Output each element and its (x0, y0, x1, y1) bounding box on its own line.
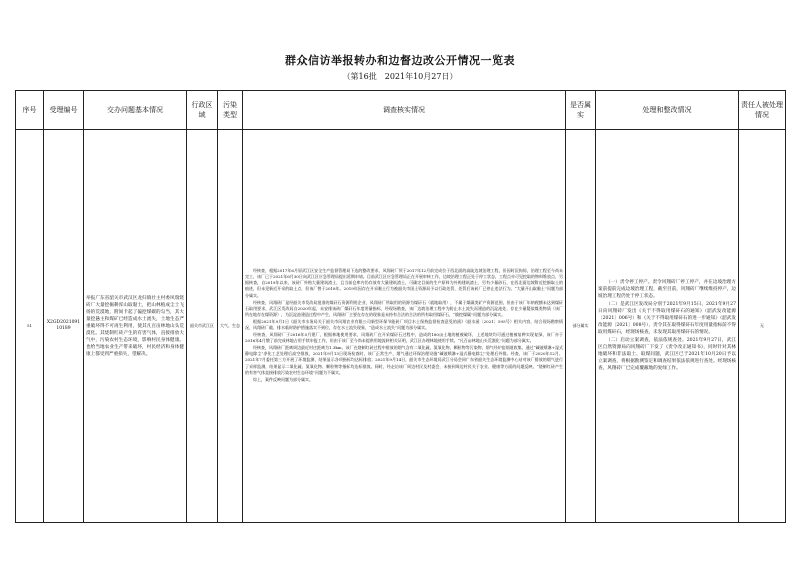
document-title: 群众信访举报转办和边督边改公开情况一览表 (285, 54, 515, 67)
handling-paragraph: （二）是武江区发改局分别于2021年9月15日、2021年9月27日向风翔砖厂发出《关于不得取用煤矸石的通知》（韶武发改能源〔2021〕006号）和《关于不得取用煤矸石的进一步通知》（韶武发改能源〔2021〕008号），责令其在取得煤矸石年度用量指标前不得取用煤矸石，经现场核查，未发现其取用煤矸石的情况。 (598, 302, 736, 335)
cell-handling (596, 130, 739, 523)
investigation-paragraph: 经核查，风翔砖厂是经韶关市发改局批准的煤矸石资源利用企业，风翔砖厂所取用的资源为煤矸石（就地取用），不属于煤碳类矿产资源范围，但由于该厂年纳税额未达到煤矸石取用要求，武江区发改局自2020年起，未安排该砖厂煤矸石年度用量指标，经现场勘查，该厂边坡治理工程中为防止水土流失而建造的沉淀池处，存在少量疑似煤类物质（该厂所在地存在煤资源），为沉淀池建造过程中产生，风翔砖厂主要在存在的现象是未持有合法的合法的所有取用煤矸石，“偷挖煤碳”问题为部分属实。 (245, 299, 563, 317)
cell-investigation (243, 130, 566, 523)
header-number: 受理编号 (44, 91, 84, 130)
cell-pollution: 大气、生态 (218, 130, 243, 523)
header-is-true: 是否属实 (566, 91, 596, 130)
header-pollution: 污染类型 (218, 91, 243, 130)
cell-district: 韶关市武江区 (187, 130, 218, 523)
cell-is-true: 部分属实 (566, 130, 596, 523)
header-seq: 序号 (16, 91, 44, 130)
cell-issue: 举报广东省韶关市武汉区龙归镇社主村委风瑞烧砖厂大量挖掘耕浑山取黏土，把山林植成尘土飞扬的荒漠地，附间卡起了偏挖煤碳的勾当，其大量挖悬主和煤矿已经造成水土流失，土地生态严重破坏得不可再生利用，使其凡百亩林地山头荒漠化。其烧制红砖产生的有害气体，直接排放大气中，污染农村生态环境，影响村民身体健康。也给当地农业生产带来破坏，村民经济和身体健康上都受到严重损失，望解决。 (84, 130, 187, 523)
disclosure-table (15, 90, 786, 523)
investigation-paragraph: 经核查，风翔砖厂于2016年5月建厂，根据林地使用要求，风翔砖厂在开采煤矸石过程中，造成约180亩土地的植被破坏，上述地块均可通过植被复种实现复绿，该厂亦于2016年4月缴了前完成林地占用手续申报工作，但由于该厂至今尚未提供用地流转相关证明，武江区办理林地使用手续。“凡百亩林地山头荒漠化”问题为部分属实。 (245, 332, 563, 344)
header-investigation: 调查核实情况 (243, 91, 566, 130)
investigation-paragraph: 经核查，根据2017年6月原武江区安全生产监督管理局下达的整改要求，风翔砖厂须于2017年12月前完成位于西北面的高陡边坡治理工程，但因时沉拘惊，治理工程至今尚未完工，该厂已于2021年6月30日向武江区应急管理局提出延期申请。目前武江区应急管理局正在开展审核工作，边坡治理工程正处于停工状态，工程点亦可见挖取的物料堆放点，另据核查，自2019年以来，该砖厂外购大量建筑渣土，且当前仓库内仍存放有大量建筑渣土，可确定目前的生产原料为外购建筑渣土，另有少量砂石，在西北面边坡附近挖掘取土的痕迹，但未见新近开采的取土点，但该厂曾于2018年、2019年因存在开采黏土行为被韶关市国土资源局予以行政处罚，处罚后该砖厂已停止违法行为。“大量开山取黏土”问题为部分属实。 (245, 268, 563, 298)
header-issue: 交办问题基本情况 (84, 91, 187, 130)
table-row (16, 130, 786, 523)
investigation-paragraph: 综上，案件反映问题为部分属实。 (253, 376, 313, 382)
header-responsible: 责任人被处理情况 (739, 91, 786, 130)
handling-paragraph: （一）责令停工停产。责令风翔砖厂停工停产，并在边坡治理方案前提前完成边坡治理工程，截至目前，风翔砖厂继续维持停产，边坡治理工程仍处于停工状态。 (598, 280, 736, 299)
handling-paragraph: （二）启动立案调查，依法依规查处。2021年9月27日，武江区自然资源局向风翔砖厂下发了《责令改正通知书》，同时针对其林地破坏和非法取土、取煤问题，武江区已于2021年10月20日予以立案调查，将根据勘测鉴定和调查结果依法依规进行查处。经现场核查，风翔砖厂已完成覆蔽地的复绿工作。 (598, 338, 736, 371)
header-handling: 处理和整改情况 (596, 91, 739, 130)
investigation-paragraph: 经核查，风翔砖厂距离周边最近村庄距离为1.3km，该厂在烧制红砖过程中排放的烟气含有二氧化硫、氮氧化物、颗粒物等污染物，烟气经炉窑烟道收集、通过“碱液喷淋+湿式静电除尘”净化工艺处理后高空排放，2021年9月13日现场检查时，该厂正常生产，烟气通过环保治理设施“碱液喷淋+湿式静电除尘”处理后外排。经查，该厂于2020年12月、2021年7月委托第三方开展了环境监测，结果显示各项指标均达标排放；2021年9月14日，韶关市生态环境局武江分局会同广东省韶关生态环境监测中心站对该厂排放的烟气进行了采样监测，结果显示二氧化硫、氮氧化物、颗粒物等指标均达标排放。同时，经走访该厂周边村民及村委会，未接到周边村民关于农业、健康等方面的问题反映。“烧制红砖产生的有害气体直接排放污染农村生态环境”问题为不属实。 (245, 345, 563, 375)
cell-responsible: 无 (739, 130, 786, 523)
document-subtitle: （第16批 2021年10月27日） (342, 72, 458, 81)
cell-number: X2GD202109110189 (44, 130, 84, 523)
investigation-paragraph: 根据2021年9月1日《韶关市水务局关于韶关市风翔农业有限公司新型环保节能砖厂项目水土保持监督检查意见的函》（韶水函〔2021〕595号）相关内容，结合现场勘察情况，风翔砖厂截、排水临时防护措施落实不到位，存在水土流失现象，“造成水土流失”问题为部分属实。 (245, 318, 563, 330)
table-header-row (16, 91, 786, 130)
cell-seq: 51 (16, 130, 44, 523)
header-district: 行政区域 (187, 91, 218, 130)
